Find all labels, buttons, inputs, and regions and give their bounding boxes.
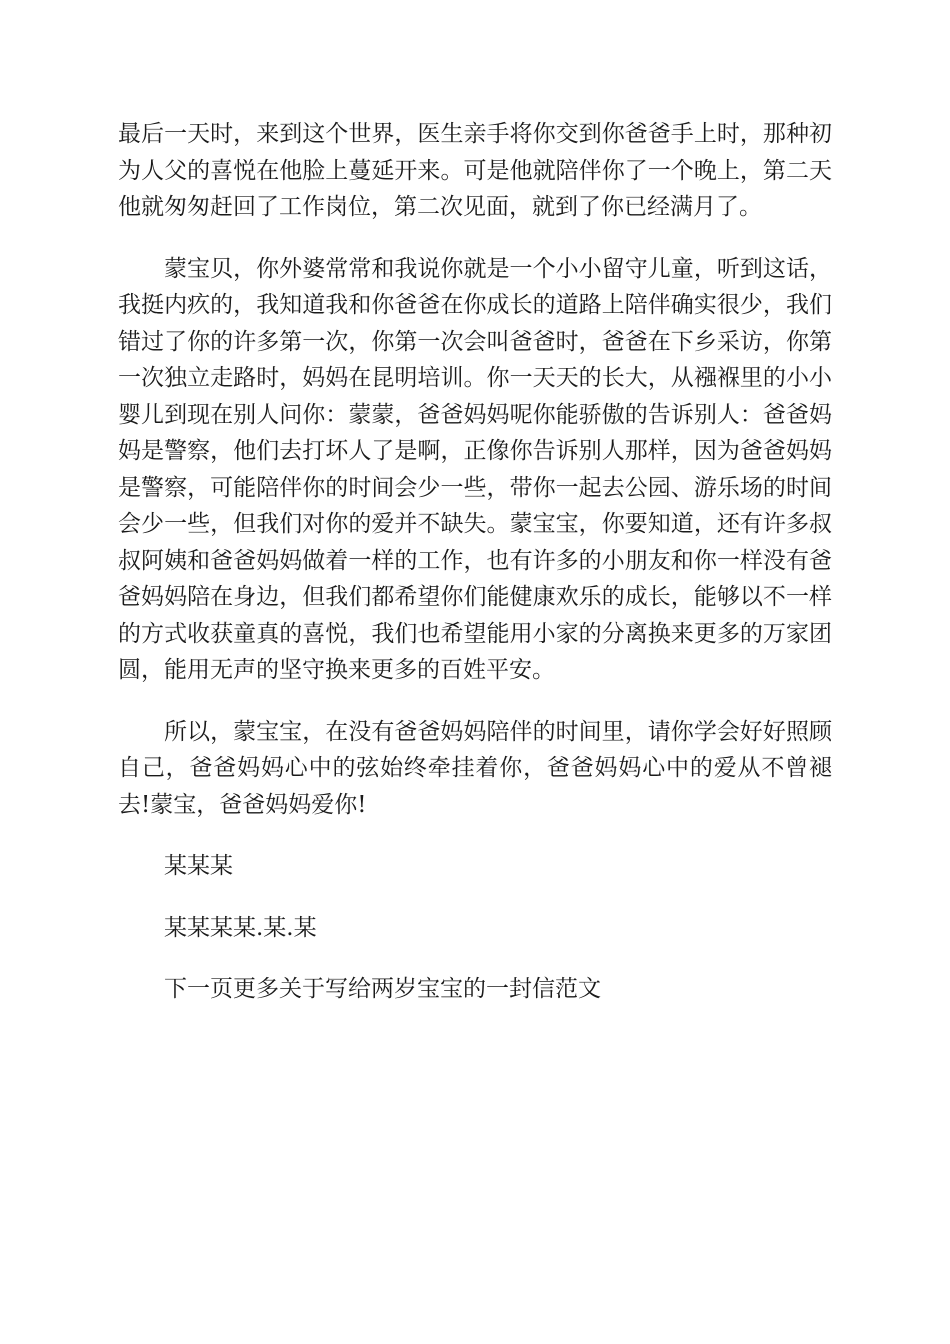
signature: 某某某 <box>164 853 233 879</box>
paragraph-2: 蒙宝贝，你外婆常常和我说你就是一个小小留守儿童，听到这话，我挺内疚的，我知道我和你爸爸在你成长的道路上陪伴确实很少，我们错过了你的许多第一次，你第一次会叫爸爸时，爸爸在下乡采访，你第一次独立走路时，妈妈在昆明培训。你一天天的长大，从襁褓里的小小婴儿到现在别人问你：蒙蒙，爸爸妈妈呢你能骄傲的告诉别人：爸爸妈妈是警察，他们去打坏人了是啊，正像你告诉别人那样，因为爸爸妈妈是警察，可能陪伴你的时间会少一些，带你一起去公园、游乐场的时间会少一些，但我们对你的爱并不缺失。蒙宝宝，你要知道，还有许多叔叔阿姨和爸爸妈妈做着一样的工作，也有许多的小朋友和你一样没有爸爸妈妈陪在身边，但我们都希望你们能健康欢乐的成长，能够以不一样的方式收获童真的喜悦，我们也希望能用小家的分离换来更多的万家团圆，能用无声的坚守换来更多的百姓平安。 <box>118 255 832 683</box>
letter-body <box>118 116 832 1033</box>
paragraph-3: 所以，蒙宝宝，在没有爸爸妈妈陪伴的时间里，请你学会好好照顾自己，爸爸妈妈心中的弦始终牵挂着你，爸爸妈妈心中的爱从不曾褪去!蒙宝，爸爸妈妈爱你! <box>118 718 832 818</box>
date: 某某某某.某.某 <box>164 914 317 941</box>
next-page-note: 下一页更多关于写给两岁宝宝的一封信范文 <box>164 976 601 1002</box>
paragraph-1: 最后一天时，来到这个世界，医生亲手将你交到你爸爸手上时，那种初为人父的喜悦在他脸上蔓延开来。可是他就陪伴你了一个晚上，第二天他就匆匆赶回了工作岗位，第二次见面，就到了你已经满月了。 <box>118 121 832 220</box>
